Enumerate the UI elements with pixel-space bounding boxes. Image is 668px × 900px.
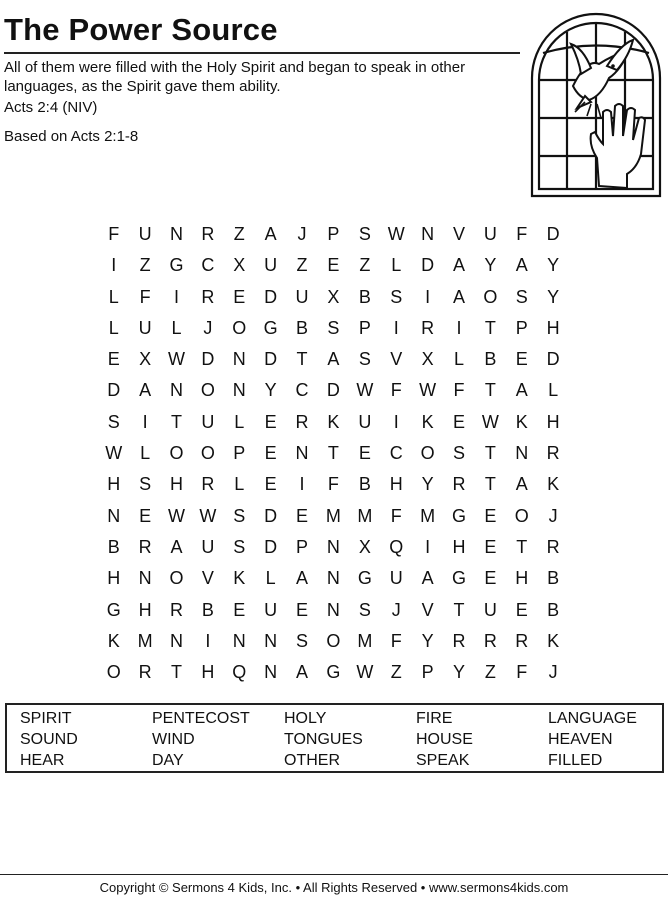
grid-letter: S — [233, 536, 246, 557]
word-search-grid — [98, 222, 569, 691]
footer-divider — [0, 874, 668, 875]
grid-letter: R — [515, 630, 529, 651]
grid-letter: Z — [233, 224, 245, 244]
grid-letter: T — [327, 443, 339, 464]
grid-letter: W — [356, 662, 374, 683]
grid-letter: I — [142, 411, 148, 432]
grid-letter: R — [201, 286, 215, 307]
copyright-footer: Copyright © Sermons 4 Kids, Inc. • All Rights Reserved • www.sermons4kids.com — [99, 880, 569, 895]
word-list-item: HEAVEN — [548, 731, 613, 748]
grid-letter: F — [516, 662, 528, 683]
grid-letter: S — [233, 505, 246, 526]
grid-letter: S — [296, 630, 309, 651]
grid-letter: V — [390, 349, 403, 370]
grid-row — [98, 285, 569, 316]
grid-letter: D — [264, 536, 278, 557]
grid-letter: I — [425, 536, 431, 557]
grid-letter: O — [326, 630, 341, 651]
grid-row — [98, 504, 569, 535]
grid-letter: B — [107, 536, 120, 557]
grid-letter: N — [169, 224, 183, 244]
grid-letter: E — [358, 443, 371, 464]
grid-letter: Y — [421, 630, 434, 651]
grid-letter: G — [451, 568, 466, 589]
grid-letter: E — [264, 474, 277, 495]
grid-letter: I — [393, 317, 399, 338]
grid-row — [98, 410, 569, 441]
grid-letter: N — [326, 536, 340, 557]
grid-letter: B — [201, 599, 214, 620]
grid-letter: U — [138, 224, 152, 244]
grid-letter: T — [170, 411, 182, 432]
grid-letter: M — [325, 505, 341, 526]
grid-letter: A — [515, 474, 528, 495]
grid-letter: E — [452, 411, 465, 432]
grid-letter: E — [327, 255, 340, 276]
grid-letter: U — [483, 599, 497, 620]
grid-letter: H — [389, 474, 403, 495]
word-list-item: HEAR — [20, 752, 65, 769]
grid-letter: X — [139, 349, 152, 370]
grid-letter: R — [169, 599, 183, 620]
grid-letter: P — [233, 443, 246, 464]
word-list-item: HOUSE — [416, 731, 473, 748]
grid-letter: N — [421, 224, 435, 244]
grid-letter: L — [391, 255, 402, 276]
grid-letter: P — [515, 317, 528, 338]
grid-letter: O — [200, 443, 215, 464]
grid-letter: L — [108, 286, 119, 307]
based-on-text: Based on Acts 2:1-8 — [4, 128, 139, 145]
grid-letter: E — [484, 505, 497, 526]
grid-letter: R — [483, 630, 497, 651]
grid-letter: X — [358, 536, 371, 557]
grid-letter: T — [296, 349, 308, 370]
grid-letter: H — [452, 536, 466, 557]
grid-letter: C — [201, 255, 215, 276]
grid-letter: E — [515, 599, 528, 620]
grid-letter: W — [167, 505, 185, 526]
grid-letter: E — [296, 505, 309, 526]
grid-letter: S — [390, 286, 403, 307]
grid-letter: X — [421, 349, 434, 370]
grid-letter: I — [111, 255, 117, 276]
grid-letter: U — [358, 411, 372, 432]
grid-letter: B — [484, 349, 497, 370]
grid-letter: N — [295, 443, 309, 464]
verse-reference: Acts 2:4 (NIV) — [4, 99, 98, 116]
grid-letter: N — [232, 630, 246, 651]
grid-letter: L — [171, 317, 182, 338]
grid-letter: F — [108, 224, 120, 244]
grid-letter: I — [299, 474, 305, 495]
grid-letter: I — [393, 411, 399, 432]
grid-letter: T — [484, 443, 496, 464]
grid-letter: S — [358, 224, 371, 244]
word-list-item: LANGUAGE — [548, 710, 637, 727]
word-list-item: OTHER — [284, 752, 340, 769]
grid-letter: O — [514, 505, 529, 526]
grid-letter: F — [516, 224, 528, 244]
grid-letter: F — [390, 630, 402, 651]
grid-letter: M — [357, 630, 373, 651]
grid-letter: B — [547, 599, 560, 620]
word-list-item: FILLED — [548, 752, 603, 769]
grid-letter: U — [389, 568, 403, 589]
grid-letter: L — [234, 474, 245, 495]
grid-letter: J — [297, 224, 307, 244]
grid-letter: R — [452, 630, 466, 651]
grid-letter: T — [170, 662, 182, 683]
grid-letter: N — [232, 349, 246, 370]
grid-letter: H — [107, 568, 121, 589]
grid-letter: E — [264, 443, 277, 464]
grid-row — [98, 316, 569, 347]
word-list-item: SPIRIT — [20, 710, 72, 727]
grid-letter: W — [105, 443, 123, 464]
grid-letter: U — [295, 286, 309, 307]
grid-letter: Z — [296, 255, 308, 276]
grid-letter: K — [233, 568, 246, 589]
word-list-item: DAY — [152, 752, 184, 769]
grid-letter: S — [358, 599, 371, 620]
grid-letter: G — [326, 662, 341, 683]
grid-letter: N — [169, 380, 183, 401]
grid-letter: E — [233, 286, 246, 307]
grid-row — [98, 660, 569, 691]
grid-letter: Q — [389, 536, 404, 557]
grid-letter: N — [232, 380, 246, 401]
grid-letter: D — [546, 349, 560, 370]
grid-letter: J — [548, 505, 558, 526]
grid-letter: E — [107, 349, 120, 370]
grid-letter: W — [356, 380, 374, 401]
grid-row — [98, 253, 569, 284]
grid-letter: E — [484, 568, 497, 589]
grid-letter: H — [107, 474, 121, 495]
grid-letter: J — [391, 599, 401, 620]
grid-letter: M — [357, 505, 373, 526]
grid-letter: M — [420, 505, 436, 526]
grid-letter: W — [387, 224, 405, 244]
grid-letter: R — [138, 536, 152, 557]
word-list-item: SPEAK — [416, 752, 470, 769]
grid-letter: O — [420, 443, 435, 464]
grid-letter: G — [357, 568, 372, 589]
grid-letter: K — [547, 474, 560, 495]
grid-letter: H — [515, 568, 529, 589]
grid-letter: E — [233, 599, 246, 620]
grid-letter: P — [421, 662, 434, 683]
grid-letter: R — [421, 317, 435, 338]
grid-letter: S — [327, 317, 340, 338]
grid-letter: O — [169, 568, 184, 589]
grid-letter: P — [327, 224, 340, 244]
grid-letter: N — [138, 568, 152, 589]
grid-letter: D — [107, 380, 121, 401]
grid-letter: Z — [390, 662, 402, 683]
grid-letter: S — [515, 286, 528, 307]
grid-letter: P — [296, 536, 309, 557]
grid-letter: D — [201, 349, 215, 370]
word-list-item: FIRE — [416, 710, 453, 727]
grid-row — [98, 566, 569, 597]
grid-letter: H — [138, 599, 152, 620]
grid-letter: Y — [264, 380, 277, 401]
grid-letter: E — [139, 505, 152, 526]
grid-letter: F — [139, 286, 151, 307]
grid-letter: T — [484, 474, 496, 495]
bible-verse: All of them were filled with the Holy Spirit and began to speak in other languages, as the Spirit gave them ability. — [4, 59, 466, 95]
grid-letter: L — [108, 317, 119, 338]
grid-letter: G — [106, 599, 121, 620]
grid-letter: E — [296, 599, 309, 620]
grid-letter: I — [173, 286, 179, 307]
grid-letter: T — [484, 380, 496, 401]
grid-letter: U — [201, 411, 215, 432]
grid-letter: A — [515, 255, 528, 276]
grid-letter: W — [167, 349, 185, 370]
grid-row — [98, 535, 569, 566]
grid-letter: B — [358, 286, 371, 307]
grid-letter: A — [452, 286, 465, 307]
grid-letter: N — [326, 568, 340, 589]
grid-row — [98, 222, 569, 253]
grid-letter: W — [481, 411, 499, 432]
grid-letter: K — [421, 411, 434, 432]
grid-letter: D — [546, 224, 560, 244]
grid-letter: L — [453, 349, 464, 370]
grid-letter: F — [390, 505, 402, 526]
grid-letter: Z — [139, 255, 151, 276]
grid-letter: B — [358, 474, 371, 495]
grid-letter: U — [264, 599, 278, 620]
grid-letter: O — [200, 380, 215, 401]
grid-letter: A — [327, 349, 340, 370]
grid-letter: D — [326, 380, 340, 401]
word-list-item: HOLY — [284, 710, 327, 727]
grid-letter: Z — [359, 255, 371, 276]
grid-letter: O — [106, 662, 121, 683]
grid-letter: R — [138, 662, 152, 683]
grid-letter: N — [107, 505, 121, 526]
grid-letter: L — [548, 380, 559, 401]
grid-letter: G — [451, 505, 466, 526]
grid-letter: N — [326, 599, 340, 620]
grid-letter: H — [201, 662, 215, 683]
grid-letter: N — [169, 630, 183, 651]
grid-row — [98, 378, 569, 409]
grid-letter: R — [295, 411, 309, 432]
grid-letter: W — [199, 505, 217, 526]
grid-letter: V — [201, 568, 214, 589]
grid-letter: A — [170, 536, 183, 557]
grid-letter: F — [390, 380, 402, 401]
grid-letter: O — [232, 317, 247, 338]
grid-letter: L — [265, 568, 276, 589]
word-list-item: TONGUES — [284, 731, 363, 748]
grid-letter: S — [358, 349, 371, 370]
grid-letter: G — [169, 255, 184, 276]
grid-letter: U — [138, 317, 152, 338]
grid-letter: E — [264, 411, 277, 432]
grid-letter: A — [139, 380, 152, 401]
grid-letter: U — [264, 255, 278, 276]
grid-letter: H — [546, 317, 560, 338]
grid-letter: U — [483, 224, 497, 244]
grid-letter: O — [483, 286, 498, 307]
grid-letter: X — [233, 255, 246, 276]
grid-letter: Y — [547, 286, 560, 307]
grid-letter: W — [419, 380, 437, 401]
grid-letter: C — [295, 380, 309, 401]
grid-letter: L — [234, 411, 245, 432]
grid-letter: A — [452, 255, 465, 276]
stained-glass-window-dove-hand-icon — [529, 8, 663, 198]
grid-letter: V — [421, 599, 434, 620]
grid-letter: T — [484, 317, 496, 338]
grid-letter: Q — [232, 662, 247, 683]
grid-letter: O — [169, 443, 184, 464]
grid-letter: D — [421, 255, 435, 276]
grid-letter: N — [515, 443, 529, 464]
grid-letter: T — [453, 599, 465, 620]
grid-row — [98, 441, 569, 472]
grid-row — [98, 598, 569, 629]
word-list-item: SOUND — [20, 731, 78, 748]
grid-letter: L — [140, 443, 151, 464]
grid-row — [98, 629, 569, 660]
grid-letter: K — [515, 411, 528, 432]
grid-letter: A — [515, 380, 528, 401]
grid-letter: M — [137, 630, 153, 651]
grid-letter: Y — [484, 255, 497, 276]
grid-letter: V — [452, 224, 465, 244]
title-divider — [4, 52, 520, 54]
grid-letter: R — [201, 224, 215, 244]
grid-letter: T — [516, 536, 528, 557]
grid-letter: G — [263, 317, 278, 338]
grid-letter: E — [484, 536, 497, 557]
grid-letter: H — [546, 411, 560, 432]
grid-letter: Z — [484, 662, 496, 683]
grid-letter: H — [169, 474, 183, 495]
grid-letter: N — [264, 630, 278, 651]
word-list-item: WIND — [152, 731, 195, 748]
grid-letter: R — [452, 474, 466, 495]
grid-row — [98, 472, 569, 503]
grid-letter: D — [264, 505, 278, 526]
grid-letter: R — [201, 474, 215, 495]
grid-letter: I — [456, 317, 462, 338]
grid-letter: S — [107, 411, 120, 432]
grid-letter: F — [453, 380, 465, 401]
grid-letter: P — [358, 317, 371, 338]
grid-letter: K — [107, 630, 120, 651]
grid-letter: B — [547, 568, 560, 589]
grid-letter: S — [452, 443, 465, 464]
grid-letter: Y — [421, 474, 434, 495]
grid-letter: D — [264, 349, 278, 370]
grid-letter: F — [327, 474, 339, 495]
grid-letter: R — [546, 536, 560, 557]
grid-letter: A — [264, 224, 277, 244]
grid-letter: D — [264, 286, 278, 307]
grid-letter: E — [515, 349, 528, 370]
grid-letter: J — [548, 662, 558, 683]
grid-row — [98, 347, 569, 378]
grid-letter: I — [205, 630, 211, 651]
word-list-item: PENTECOST — [152, 710, 250, 727]
grid-letter: Y — [547, 255, 560, 276]
grid-letter: A — [296, 662, 309, 683]
grid-letter: K — [547, 630, 560, 651]
grid-letter: N — [264, 662, 278, 683]
grid-letter: A — [421, 568, 434, 589]
grid-letter: R — [546, 443, 560, 464]
grid-letter: I — [425, 286, 431, 307]
grid-letter: Y — [452, 662, 465, 683]
grid-letter: S — [139, 474, 152, 495]
grid-letter: K — [327, 411, 340, 432]
grid-letter: B — [296, 317, 309, 338]
grid-letter: A — [296, 568, 309, 589]
grid-letter: J — [203, 317, 213, 338]
page-title: The Power Source — [4, 12, 278, 47]
grid-letter: C — [389, 443, 403, 464]
grid-letter: X — [327, 286, 340, 307]
grid-letter: U — [201, 536, 215, 557]
word-list-box — [5, 703, 664, 773]
